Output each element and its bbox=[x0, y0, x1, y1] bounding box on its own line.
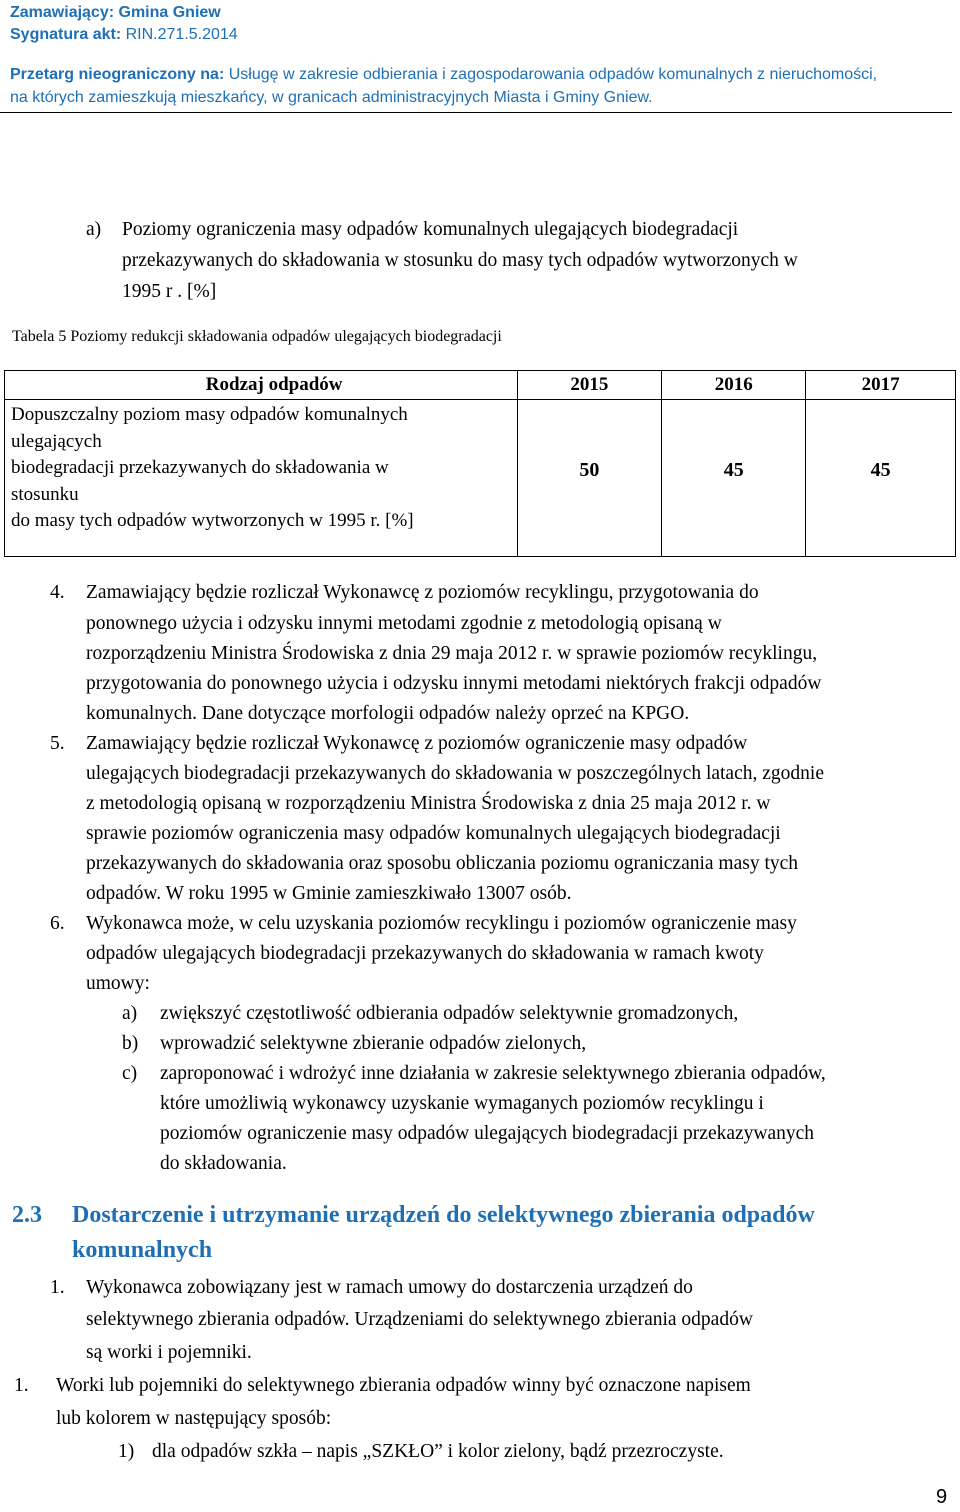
p6-sub-c-line: do składowania. bbox=[160, 1153, 287, 1174]
p6-sub-b-line: wprowadzić selektywne zbieranie odpadów zielonych, bbox=[160, 1033, 587, 1054]
przetarg-line-2: na których zamieszkują mieszkańcy, w granicach administracyjnych Miasta i Gminy Gniew. bbox=[10, 89, 653, 106]
row-desc-line: biodegradacji przekazywanych do składowania w bbox=[11, 457, 389, 478]
s1-line: Wykonawca zobowiązany jest w ramach umowy do dostarczenia urządzeń do bbox=[86, 1277, 693, 1298]
item-a-line: 1995 r . [%] bbox=[122, 281, 217, 302]
p5-line: ulegających biodegradacji przekazywanych do składowania w poszczególnych latach, zgodnie bbox=[86, 763, 824, 784]
value-2017: 45 bbox=[806, 400, 956, 557]
p4-line: rozporządzeniu Ministra Środowiska z dnia 29 maja 2012 r. w sprawie poziomów recyklingu, bbox=[86, 643, 818, 664]
p6-number: 6. bbox=[50, 913, 65, 934]
s1b-number: 1. bbox=[14, 1375, 29, 1396]
s1b-line: lub kolorem w następujący sposób: bbox=[56, 1408, 332, 1429]
p4-line: ponownego użycia i odzysku innymi metodami zgodnie z metodologią opisaną w bbox=[86, 613, 722, 634]
row-desc-line: Dopuszczalny poziom masy odpadów komunalnych bbox=[11, 404, 408, 425]
sygnatura-line bbox=[10, 24, 238, 45]
p6-sub-c-marker: c) bbox=[122, 1063, 138, 1084]
p4-number: 4. bbox=[50, 582, 65, 603]
table-caption: Tabela 5 Poziomy redukcji składowania odpadów ulegających biodegradacji bbox=[12, 328, 502, 345]
p4-line: komunalnych. Dane dotyczące morfologii odpadów należy oprzeć na KPGO. bbox=[86, 703, 690, 724]
row-desc-line: ulegających bbox=[11, 430, 102, 452]
row-desc-line: stosunku bbox=[11, 483, 79, 505]
p5-line: Zamawiający będzie rozliczał Wykonawcę z poziomów ograniczenie masy odpadów bbox=[86, 733, 748, 754]
p6-line: umowy: bbox=[86, 973, 150, 994]
zamawiajacy-line: Zamawiający: Gmina Gniew bbox=[10, 4, 221, 21]
value-2015: 50 bbox=[517, 400, 662, 557]
p5-line: przekazywanych do składowania oraz sposobu obliczania poziomu ograniczania masy tych bbox=[86, 853, 799, 874]
s1-line: są worki i pojemniki. bbox=[86, 1342, 252, 1363]
section-number: 2.3 bbox=[12, 1202, 42, 1228]
sygnatura-value: RIN.271.5.2014 bbox=[125, 26, 238, 43]
header-2017: 2017 bbox=[806, 371, 956, 400]
p5-number: 5. bbox=[50, 733, 65, 754]
table-row bbox=[5, 400, 956, 557]
item-a-marker: a) bbox=[86, 219, 102, 240]
p4-line: przygotowania do ponownego użycia i odzysku innymi metodami niektórych frakcji odpadów bbox=[86, 673, 822, 694]
header-2016: 2016 bbox=[662, 371, 806, 400]
przetarg-label: Przetarg nieograniczony na: bbox=[10, 66, 229, 83]
header-rodzaj: Rodzaj odpadów bbox=[5, 371, 518, 400]
p6-sub-c-line: które umożliwią wykonawcy uzyskanie wymaganych poziomów recyklingu i bbox=[160, 1093, 764, 1114]
s1-line: selektywnego zbierania odpadów. Urządzeniami do selektywnego zbierania odpadów bbox=[86, 1309, 753, 1330]
value-2016: 45 bbox=[662, 400, 806, 557]
p6-sub-a-marker: a) bbox=[122, 1003, 138, 1024]
item-a-line: przekazywanych do składowania w stosunku do masy tych odpadów wytworzonych w bbox=[122, 250, 798, 271]
s1b-sub1-marker: 1) bbox=[118, 1441, 135, 1462]
p6-sub-b-marker: b) bbox=[122, 1033, 139, 1054]
sygnatura-label: Sygnatura akt: bbox=[10, 26, 126, 43]
p6-sub-a-line: zwiększyć częstotliwość odbierania odpadów selektywnie gromadzonych, bbox=[160, 1003, 739, 1024]
s1b-line: Worki lub pojemniki do selektywnego zbierania odpadów winny być oznaczone napisem bbox=[56, 1375, 751, 1396]
section-title: Dostarczenie i utrzymanie urządzeń do selektywnego zbierania odpadów bbox=[72, 1202, 815, 1228]
row-description bbox=[5, 400, 518, 557]
p4-line: Zamawiający będzie rozliczał Wykonawcę z poziomów recyklingu, przygotowania do bbox=[86, 582, 759, 603]
przetarg-line-1 bbox=[10, 64, 877, 85]
header-divider bbox=[0, 112, 952, 113]
reduction-table bbox=[4, 370, 956, 557]
p5-line: sprawie poziomów ograniczenia masy odpadów komunalnych ulegających biodegradacji bbox=[86, 823, 781, 844]
table-header-row bbox=[5, 371, 956, 400]
p6-sub-c-line: zaproponować i wdrożyć inne działania w zakresie selektywnego zbierania odpadów, bbox=[160, 1063, 826, 1084]
s1b-sub1-text: dla odpadów szkła – napis „SZKŁO” i kolor zielony, bądź przezroczyste. bbox=[152, 1441, 724, 1462]
p6-line: odpadów ulegających biodegradacji przekazywanych do składowania w ramach kwoty bbox=[86, 943, 764, 964]
page-number: 9 bbox=[936, 1486, 948, 1508]
p5-line: odpadów. W roku 1995 w Gminie zamieszkiwało 13007 osób. bbox=[86, 883, 572, 904]
s1-number: 1. bbox=[50, 1277, 65, 1298]
przetarg-text-1: Usługę w zakresie odbierania i zagospodarowania odpadów komunalnych z nieruchomości, bbox=[228, 66, 878, 83]
item-a-line: Poziomy ograniczenia masy odpadów komunalnych ulegających biodegradacji bbox=[122, 219, 739, 240]
p6-line: Wykonawca może, w celu uzyskania poziomów recyklingu i poziomów ograniczenie masy bbox=[86, 913, 797, 934]
row-desc-line: do masy tych odpadów wytworzonych w 1995 r. [%] bbox=[11, 510, 414, 531]
p5-line: z metodologią opisaną w rozporządzeniu Ministra Środowiska z dnia 25 maja 2012 r. w bbox=[86, 793, 771, 814]
section-title-cont: komunalnych bbox=[72, 1237, 213, 1263]
p6-sub-c-line: poziomów ograniczenie masy odpadów ulegających biodegradacji przekazywanych bbox=[160, 1123, 815, 1144]
header-2015: 2015 bbox=[517, 371, 662, 400]
